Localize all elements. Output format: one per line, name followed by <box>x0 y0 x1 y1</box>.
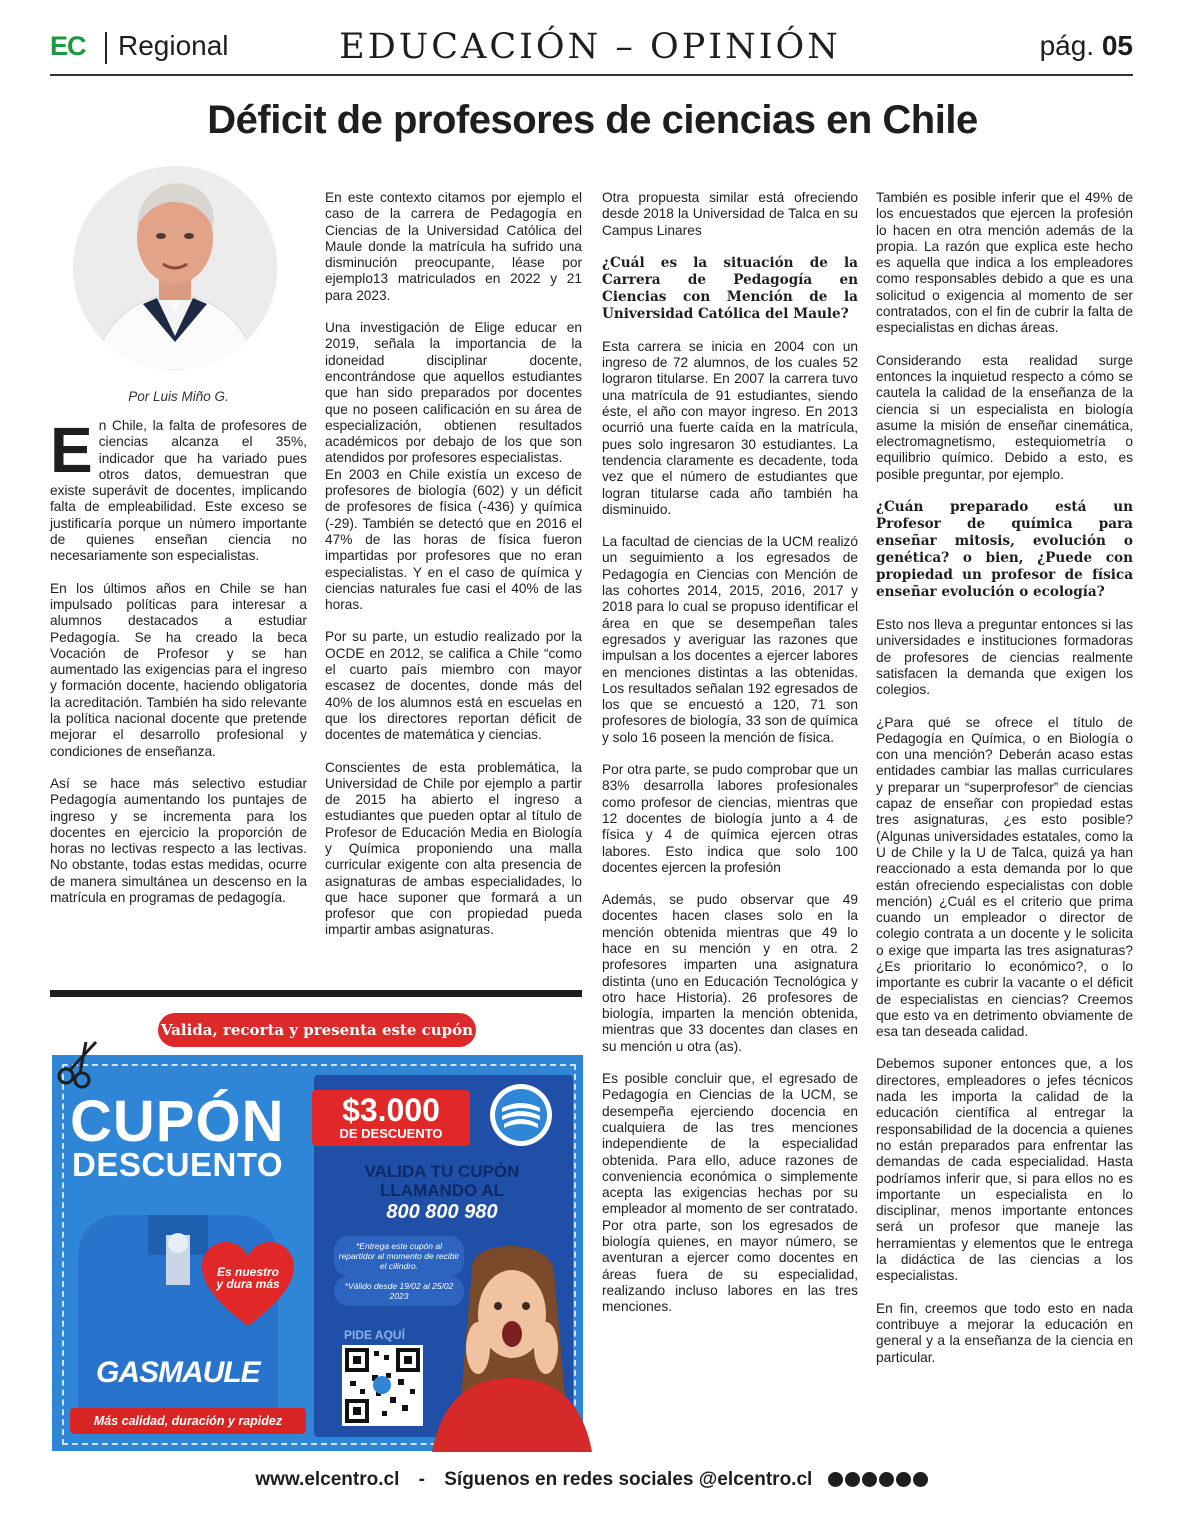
article-paragraph: En los últimos años en Chile se han impulsado políticas para interesar a alumnos destacados a estudiar Pedagogía. Se ha creado la beca Vocación de Profesor y se han aumentado las exigencias para el ingreso y formación docente, haciendo obligatoria la acreditación. También ha sido relevante la política nacional docente que pretende mejorar el desarrollo profesional y condiciones de enseñanza. <box>50 580 307 759</box>
validate-text: VALIDA TU CUPÓN LLAMANDO AL <box>364 1162 520 1200</box>
article-paragraph: En 2003 en Chile existía un exceso de profesores de biología (602) y un déficit de profesores de física (-436) y química (-29). También se detectó que en 2016 el 47% de las horas de física fueron impartidas por profesores que no eran especialistas. Y en el caso de química y ciencias naturales fue casi el 40% de las horas. <box>325 466 582 613</box>
article-paragraph: Una investigación de Elige educar en 2019, señala la importancia de la idoneidad disciplinar docente, encontrándose que aquellos estudiantes que han sido preparados por docentes que no poseen calificación en su área de especialización, obtienen resultados académicos por debajo de los que son atendidos por profesores especialistas. <box>325 320 582 466</box>
page-label: pág. <box>1039 30 1095 61</box>
article-paragraph: La facultad de ciencias de la UCM realizó un seguimiento a los egresados de Pedagogía en Ciencias con Mención de las cohortes 2014, 2015, 2016, 2017 y 2018 para lo cual se propuso identificar el área en que se desempeñan tales egresados y averiguar las razones que impulsan a los docentes a ejercer labores en menciones distintas a las obtenidas. Los resultados señalan 192 egresados de los que se encuestó a 120, 71 son profesores de biología, 33 son de química y solo 16 poseen la mención de física. <box>602 534 858 745</box>
article-paragraph: Es posible concluir que, el egresado de Pedagogía en Ciencias de la UCM, se desempeña ejerciendo docencia en cualquiera de las tres menciones independiente de la especialidad obtenida. Para ello, aduce razones de conveniencia económica o simplemente acepta las exigencias hechas por su empleador al momento de ser contratado. Por otra parte, son los egresados de biología quienes, en mayor número, se aventuran a ejercer como docentes en áreas fuera de su especialidad, realizando incluso labores en las tres menciones. <box>602 1071 858 1315</box>
youtube-icon[interactable] <box>862 1472 877 1487</box>
article-column-2 <box>325 190 582 955</box>
brand-emblem-icon <box>490 1084 552 1146</box>
woman-photo <box>432 1228 592 1452</box>
qr-code-icon[interactable] <box>342 1345 423 1426</box>
header-rule <box>50 74 1133 76</box>
article-paragraph: Otra propuesta similar está ofreciendo desde 2018 la Universidad de Talca en su Campus Linares <box>602 190 858 238</box>
instagram-icon[interactable] <box>845 1472 860 1487</box>
coupon-subtitle: DESCUENTO <box>72 1146 284 1183</box>
author-photo <box>73 166 277 370</box>
article-paragraph: Considerando esta realidad surge entonces la inquietud respecto a cómo se cautela la calidad de la enseñanza de la ciencia si un especialista en biología asume la misión de enseñar cinemática, electromagnetismo, estequiometría o equilibrio químico. Debido a esto, es posible preguntar, por ejemplo. <box>876 352 1133 482</box>
article-paragraph: Debemos suponer entonces que, a los directores, empleadores o jefes técnicos nada les importa la calidad de la educación científica al entregar la responsabilidad de la docencia a quienes no están preparados para enfrentar las demandas de cada especialidad. Hasta podríamos inferir que, si para ellos no es importante un especialista en lo disciplinar, menos importante entonces será un profesor que maneje las herramientas y elementos que le entrega la didáctica de las ciencias a los especialistas. <box>876 1056 1133 1284</box>
discount-amount: $3.000 <box>342 1092 440 1128</box>
header-separator <box>105 32 107 64</box>
article-paragraph: Por su parte, un estudio realizado por la OCDE en 2012, se califica a Chile “como el cuarto país miembro con mayor escasez de docentes, donde más del 40% de los alumnos está en escuelas en que los directores reportan déficit de docentes de matemática y ciencias. <box>325 629 582 743</box>
article-column-1 <box>50 414 307 922</box>
ec-logo: EC <box>50 31 86 61</box>
article-column-4 <box>876 190 1133 1382</box>
tiktok-icon[interactable] <box>913 1472 928 1487</box>
gasmaule-logo: GASMAULE <box>96 1356 260 1389</box>
article-paragraph: También es posible inferir que el 49% de los encuestados que ejercen la profesión lo hacen en otra mención además de la propia. La razón que explica este hecho es aquella que indica a los empleadores como responsables debido a que es una solicitud o exigencia al momento de ser contratados, con el fin de cubrir la falta de especialistas en dichas áreas. <box>876 190 1133 336</box>
section-title: EDUCACIÓN – OPINIÓN <box>339 27 841 67</box>
article-column-3 <box>602 190 858 1332</box>
article-paragraph: En Chile, la falta de profesores de ciencias alcanza el 35%, indicador que ha variado pues otros datos, demuestran que existe superávit de docentes, implicando falta de empleabilidad. Este exceso se justificaría porque un número importante de quienes enseñan ciencia no necesariamente son especialistas. <box>50 414 307 564</box>
ad-divider <box>50 990 582 997</box>
order-here-label: PIDE AQUÍ <box>344 1328 405 1342</box>
article-paragraph: Por otra parte, se pudo comprobar que un 83% desarrolla labores profesionales como profesor de ciencias, mientras que 12 docentes de biología junto a 4 de física y 4 de química ejercen otras labores. Esto indica que solo 100 docentes ejercen la profesión <box>602 762 858 875</box>
social-follow-text: Síguenos en redes sociales @elcentro.cl <box>444 1469 813 1491</box>
page-footer <box>0 1469 1185 1491</box>
footer-separator: - <box>418 1469 425 1491</box>
website-link[interactable]: www.elcentro.cl <box>255 1469 400 1491</box>
page-number <box>1040 30 1133 62</box>
heart-text: Es nuestro y dura más <box>216 1265 280 1291</box>
discount-badge <box>312 1090 470 1146</box>
article-paragraph: ¿Para qué se ofrece el título de Pedagogía en Química, o en Biología o con una mención? Deberán acaso estas entidades cambiar las mallas curriculares y preparar un “superprofesor” de ciencias capaz de enseñar con propiedad estas tres asignaturas, ¿es esto posible? (Algunas universidades estatales, como la U de Chile y la U de Talca, quizá ya han reaccionado a esta demanda por lo que están ofreciendo especialistas con doble mención) ¿Cuál es el criterio que prima cuando un empleador o director de colegio contrata a un docente y le solicita o exige que imparta las tres asignaturas? ¿Es prioritario lo económico?, o lo importante es cubrir la vacante o el déficit de especialistas en ciencias? Creemos que esto va en detrimento obviamente de esa tan deseada calidad. <box>876 714 1133 1040</box>
scissors-icon <box>56 1040 102 1090</box>
coupon-note-validity: *Válido desde 19/02 al 25/02 2023 <box>334 1276 464 1306</box>
section-name: Regional <box>118 30 229 61</box>
article-headline: Déficit de profesores de ciencias en Chile <box>207 98 978 142</box>
article-subheading: ¿Cuán preparado está un Profesor de química para enseñar mitosis, evolución o genética? o bien, ¿Puede con propiedad un profesor de física enseñar evolución o ecología? <box>876 499 1133 601</box>
spotify-icon[interactable] <box>896 1472 911 1487</box>
article-paragraph: Además, se pudo observar que 49 docentes hacen clases solo en la mención obtenida mientras que 49 lo hace en su mención y en otra. 2 profesores imparten una asignatura distinta (uno en Educación Tecnológica y otro hace Historia). 26 profesores de biología, imparten la mención obtenida, mientras que 33 docentes dan clases en su mención u otra (as). <box>602 892 858 1054</box>
social-icons <box>828 1469 930 1491</box>
article-paragraph: En fin, creemos que todo esto en nada contribuye a mejorar la educación en general y a la enseñanza de la ciencia en particular. <box>876 1300 1133 1365</box>
coupon-banner: Valida, recorta y presenta este cupón <box>158 1013 476 1047</box>
phone-number[interactable]: 800 800 980 <box>386 1201 498 1223</box>
page-number-value: 05 <box>1101 30 1133 61</box>
coupon-title: CUPÓN <box>70 1089 285 1154</box>
discount-label: DE DESCUENTO <box>339 1126 443 1141</box>
twitter-icon[interactable] <box>879 1472 894 1487</box>
brand-slogan: Más calidad, duración y rapidez <box>70 1408 306 1434</box>
article-paragraph: Conscientes de esta problemática, la Universidad de Chile por ejemplo a partir de 2015 ha abierto el ingreso a estudiantes que pueden optar al título de Profesor de Educación Media en Biología y Química proponiendo una malla curricular exigente con alta presencia de asignaturas de ambas especialidades, lo que hace suponer que formará a un profesor que con propiedad pueda impartir ambas asignaturas. <box>325 759 582 938</box>
coupon-note-delivery: *Entrega este cupón al repartidor al momento de recibir el cilindro. <box>334 1236 464 1276</box>
article-paragraph: Esto nos lleva a preguntar entonces si las universidades e instituciones formadoras de profesores de ciencias realmente satisfacen la demanda que exigen los colegios. <box>876 617 1133 698</box>
article-paragraph: Esta carrera se inicia en 2004 con un ingreso de 72 alumnos, de los cuales 52 lograron titularse. En 2007 la carrera tuvo una matrícula de 91 estudiantes, siendo éste, el año con mayor ingreso. En 2013 ocurrió una fuerte caída en la matrícula, pues solo ingresaron 30 estudiantes. La tendencia claramente es decadente, toda vez que el número de estudiantes que logran titularse cada año también ha disminuido. <box>602 338 858 517</box>
article-subheading: ¿Cuál es la situación de la Carrera de Pedagogía en Ciencias con Mención de la Universidad Católica del Maule? <box>602 254 858 322</box>
drop-cap: E <box>50 414 93 486</box>
author-byline: Por Luis Miño G. <box>128 389 229 404</box>
article-paragraph: En este contexto citamos por ejemplo el caso de la carrera de Pedagogía en Ciencias de la Universidad Católica del Maule donde la matrícula ha sufrido una disminución preocupante, léase por ejemplo13 matriculados en 2022 y 21 para 2023. <box>325 190 582 303</box>
facebook-icon[interactable] <box>828 1472 843 1487</box>
article-paragraph: Así se hace más selectivo estudiar Pedagogía aumentando los puntajes de ingreso y se incrementa para los docentes en ejercicio la proporción de horas no lectivas respecto a las lectivas. No obstante, todas estas medidas, ocurre de manera simultánea un descenso en la matrícula en programas de pedagogía. <box>50 775 307 906</box>
